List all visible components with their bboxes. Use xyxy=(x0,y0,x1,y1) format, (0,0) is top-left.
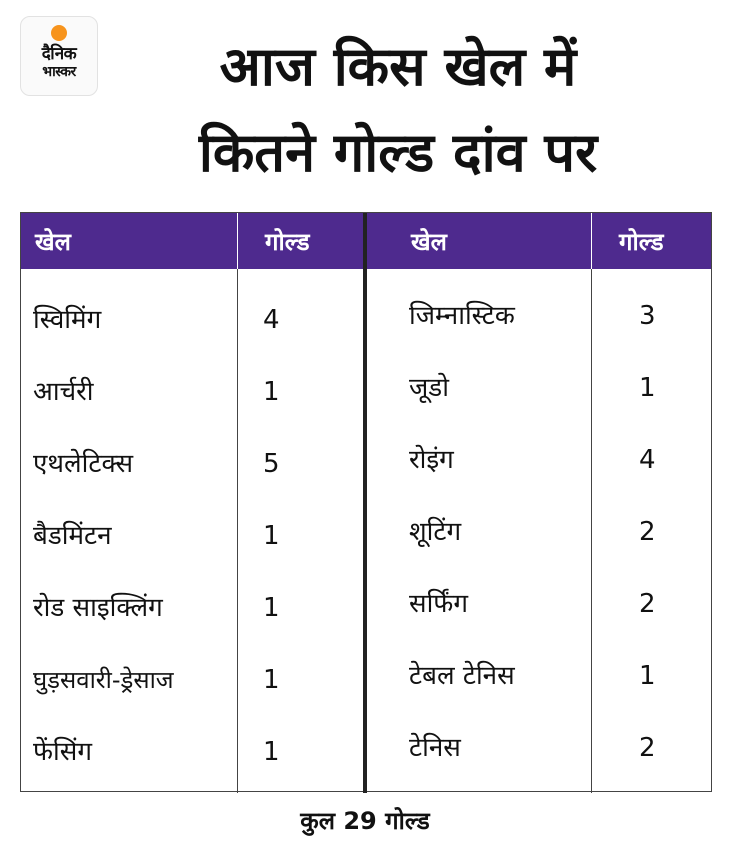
table-cell-sport: बैडमिंटन xyxy=(33,521,112,551)
table-cell-sport: टेबल टेनिस xyxy=(409,661,515,691)
table-cell-gold: 1 xyxy=(263,593,280,623)
header-sport-left: खेल xyxy=(35,228,71,256)
table-cell-sport: टेनिस xyxy=(409,733,461,763)
table-cell-sport: शूटिंग xyxy=(409,517,462,547)
table-cell-sport: जिम्नास्टिक xyxy=(409,301,515,331)
header-gold-left: गोल्ड xyxy=(265,228,310,256)
table-cell-sport: रोइंग xyxy=(409,445,454,475)
table-cell-gold: 3 xyxy=(639,301,656,331)
table-cell-gold: 1 xyxy=(263,377,280,407)
table-cell-sport: घुड़सवारी-ड्रेसाज xyxy=(33,666,174,694)
header-gold-right: गोल्ड xyxy=(619,228,664,256)
center-divider xyxy=(363,213,367,793)
column-divider xyxy=(237,213,238,793)
table-cell-sport: आर्चरी xyxy=(33,377,94,407)
logo-line2: भास्कर xyxy=(42,64,76,80)
column-divider xyxy=(591,213,592,793)
header-divider xyxy=(591,213,592,269)
table-cell-gold: 4 xyxy=(639,445,656,475)
gold-medals-table xyxy=(20,212,712,792)
table-cell-sport: सर्फिंग xyxy=(409,589,468,619)
logo-line1: दैनिक xyxy=(41,44,77,64)
table-cell-gold: 1 xyxy=(639,373,656,403)
header-sport-right: खेल xyxy=(411,228,447,256)
table-cell-sport: स्विमिंग xyxy=(33,305,102,335)
table-cell-gold: 2 xyxy=(639,733,656,763)
table-cell-gold: 5 xyxy=(263,449,280,479)
table-cell-gold: 1 xyxy=(263,737,280,767)
headline-line2: कितने गोल्ड दांव पर xyxy=(198,121,598,184)
table-cell-gold: 2 xyxy=(639,517,656,547)
table-cell-sport: फेंसिंग xyxy=(33,737,92,767)
headline-line1: आज किस खेल में xyxy=(219,35,577,98)
sun-icon xyxy=(51,25,67,41)
table-cell-gold: 1 xyxy=(263,665,280,695)
table-cell-gold: 2 xyxy=(639,589,656,619)
dainik-bhaskar-logo xyxy=(20,16,98,96)
table-cell-sport: जूडो xyxy=(409,373,449,403)
table-cell-sport: रोड साइक्लिंग xyxy=(33,593,163,623)
table-cell-sport: एथलेटिक्स xyxy=(33,449,134,479)
table-cell-gold: 4 xyxy=(263,305,280,335)
table-cell-gold: 1 xyxy=(263,521,280,551)
header-divider xyxy=(237,213,238,269)
total-gold-caption: कुल 29 गोल्ड xyxy=(300,807,430,835)
table-cell-gold: 1 xyxy=(639,661,656,691)
